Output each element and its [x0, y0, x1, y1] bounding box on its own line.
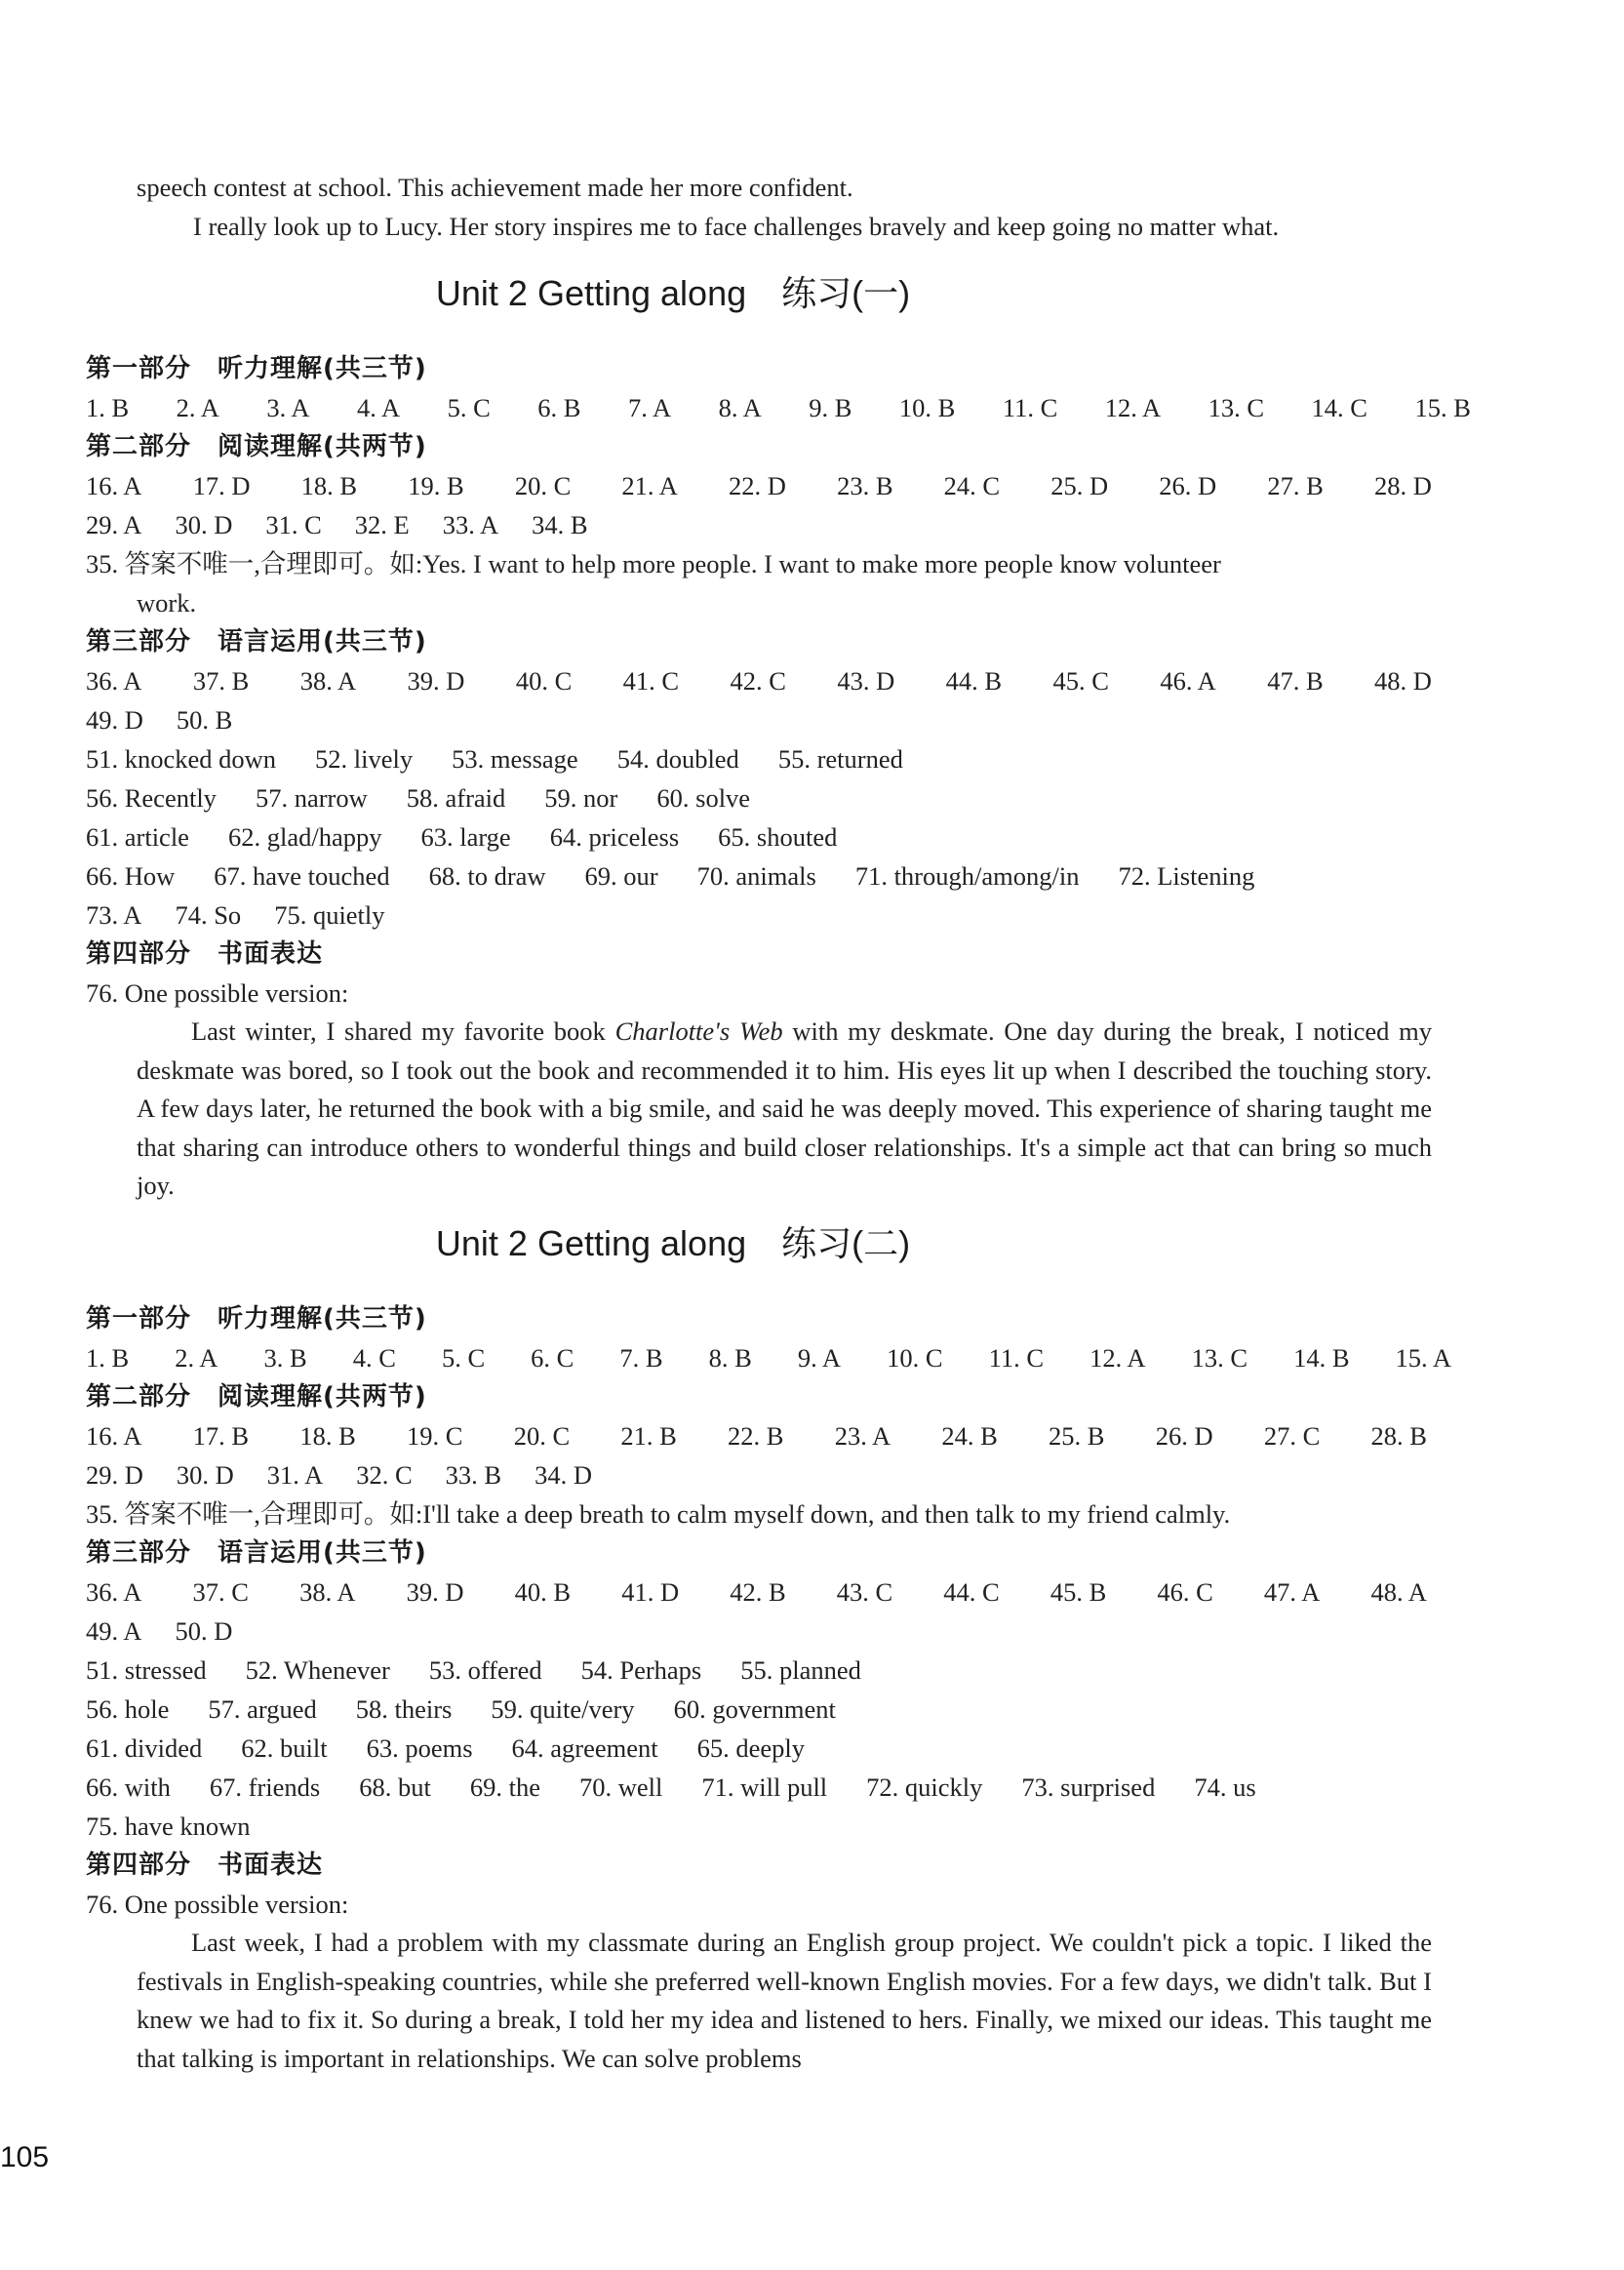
answer: 29. D — [86, 1460, 143, 1490]
answer: 9. B — [809, 393, 852, 422]
unit1-q35-line2: work. — [137, 588, 197, 617]
answer: 30. D — [175, 510, 233, 539]
answer: 51. stressed — [86, 1655, 207, 1685]
unit1-part4-title: 第四部分 书面表达 — [86, 939, 324, 969]
answer: 26. D — [1159, 471, 1217, 500]
answer: 1. B — [86, 1343, 130, 1373]
answer: 66. How — [86, 861, 176, 891]
answer: 56. Recently — [86, 783, 217, 813]
answer: 33. B — [445, 1460, 502, 1490]
answer: 6. B — [537, 393, 581, 422]
answer: 55. planned — [740, 1655, 861, 1685]
answer: 14. B — [1293, 1343, 1350, 1373]
answer: 54. Perhaps — [580, 1655, 702, 1685]
answer: 31. A — [266, 1460, 324, 1490]
answer: 15. A — [1395, 1343, 1451, 1373]
answer: 23. B — [837, 471, 893, 500]
answer: 12. A — [1104, 393, 1162, 422]
answer: 64. agreement — [511, 1733, 658, 1763]
answer: 68. but — [359, 1772, 431, 1802]
unit2-part1-title: 第一部分 听力理解(共三节) — [86, 1304, 427, 1334]
answer: 7. B — [619, 1343, 663, 1373]
answer: 68. to draw — [428, 861, 546, 891]
answer: 16. A — [86, 1421, 142, 1451]
answer: 48. A — [1370, 1577, 1427, 1607]
answer: 32. C — [356, 1460, 413, 1490]
answer: 26. D — [1155, 1421, 1213, 1451]
answer: 42. B — [730, 1577, 786, 1607]
unit1-q76-label: 76. One possible version: — [86, 978, 349, 1008]
unit2-part3-title: 第三部分 语言运用(共三节) — [86, 1538, 427, 1568]
answer: 57. narrow — [255, 783, 368, 813]
answer: 10. C — [887, 1343, 943, 1373]
answer: 14. C — [1311, 393, 1367, 422]
answer: 13. C — [1208, 393, 1265, 422]
unit2-part3-row5 — [86, 1729, 1471, 1768]
answer: 36. A — [86, 1577, 142, 1607]
answer: 65. deeply — [696, 1733, 806, 1763]
answer: 62. glad/happy — [227, 822, 382, 852]
answer: 73. A — [86, 900, 142, 930]
answer: 27. C — [1263, 1421, 1321, 1451]
answer: 5. C — [447, 393, 491, 422]
answer: 60. solve — [656, 783, 751, 813]
unit1-part2-row1 — [86, 466, 1432, 505]
answer: 39. D — [406, 1577, 464, 1607]
answer: 75. quietly — [274, 900, 385, 930]
answer: 44. B — [945, 666, 1003, 696]
answer: 25. D — [1050, 471, 1109, 500]
answer: 39. D — [407, 666, 465, 696]
answer: 73. surprised — [1021, 1772, 1156, 1802]
answer: 45. B — [1050, 1577, 1107, 1607]
answer: 21. B — [620, 1421, 677, 1451]
answer: 18. B — [299, 1421, 356, 1451]
answer: 52. Whenever — [245, 1655, 390, 1685]
answer: 1. B — [86, 393, 130, 422]
answer: 31. C — [265, 510, 322, 539]
answer: 9. A — [797, 1343, 842, 1373]
unit2-q76-label: 76. One possible version: — [86, 1890, 349, 1919]
answer: 3. B — [263, 1343, 307, 1373]
answer: 41. D — [621, 1577, 680, 1607]
answer: 24. B — [941, 1421, 998, 1451]
answer: 48. D — [1374, 666, 1432, 696]
answer: 62. built — [241, 1733, 328, 1763]
answer: 54. doubled — [616, 744, 739, 774]
unit2-essay: Last week, I had a problem with my classmate during an English group project. We couldn't pick a topic. I liked the festivals in English-speaking countries, while she preferred well-known English movies. For a few days, we didn't talk. But I knew we had to fix it. So during a break, I told her my idea and listened to hers. Finally, we mixed our ideas. This taught me that talking is important in relationships. We can solve problems — [137, 1928, 1432, 2073]
unit1-part1-title: 第一部分 听力理解(共三节) — [86, 354, 427, 383]
answer: 22. B — [728, 1421, 784, 1451]
answer: 74. us — [1194, 1772, 1256, 1802]
answer: 75. have known — [86, 1812, 251, 1841]
answer: 60. government — [673, 1694, 836, 1724]
answer: 8. A — [718, 393, 762, 422]
essay-text-end: with my deskmate. One day during the break, I noticed my deskmate was bored, so I took out the book and recommended it to him. His eyes lit up when I described the touching story. A few days later, he returned the book with a big smile, and said he was deeply moved. This experience of sharing taught me that sharing can introduce others to wonderful things and build closer relationships. It's a simple act that can bring so much joy. — [137, 1016, 1432, 1200]
answer: 72. Listening — [1118, 861, 1255, 891]
unit1-part1-answers — [86, 388, 1471, 427]
answer: 59. quite/very — [491, 1694, 635, 1724]
answer: 51. knocked down — [86, 744, 277, 774]
answer: 70. well — [578, 1772, 663, 1802]
answer: 47. B — [1267, 666, 1324, 696]
unit2-part3-row7 — [86, 1807, 1471, 1846]
answer: 16. A — [86, 471, 142, 500]
answer: 17. D — [192, 471, 251, 500]
unit1-part3-row2 — [86, 700, 1471, 739]
answer: 38. A — [299, 1577, 356, 1607]
unit1-part3-row7 — [86, 896, 1471, 935]
answer: 53. offered — [428, 1655, 542, 1685]
answer: 72. quickly — [866, 1772, 983, 1802]
unit1-part3-row6 — [86, 856, 1471, 896]
answer: 2. A — [176, 393, 219, 422]
answer: 23. A — [834, 1421, 891, 1451]
unit2-part2-title: 第二部分 阅读理解(共两节) — [86, 1382, 427, 1412]
answer: 19. B — [408, 471, 464, 500]
unit2-part4-title: 第四部分 书面表达 — [86, 1851, 324, 1880]
book-title: Charlotte's Web — [614, 1016, 783, 1046]
answer: 71. through/among/in — [854, 861, 1080, 891]
intro-line-2: I really look up to Lucy. Her story inspires me to face challenges bravely and keep going no matter what. — [193, 212, 1280, 241]
answer: 41. C — [622, 666, 680, 696]
answer: 3. A — [266, 393, 310, 422]
unit2-part1-answers — [86, 1338, 1451, 1377]
answer: 2. A — [175, 1343, 218, 1373]
answer: 37. B — [192, 666, 250, 696]
answer: 47. A — [1263, 1577, 1321, 1607]
answer: 52. lively — [315, 744, 414, 774]
answer: 70. animals — [696, 861, 816, 891]
answer: 18. B — [300, 471, 358, 500]
unit1-q35-line1: 35. 答案不唯一,合理即可。如:Yes. I want to help more people. I want to make more people know volunteer — [86, 549, 1221, 578]
answer: 27. B — [1267, 471, 1324, 500]
answer: 66. with — [86, 1772, 171, 1802]
answer: 65. shouted — [718, 822, 838, 852]
answer: 7. A — [627, 393, 672, 422]
answer: 63. poems — [366, 1733, 473, 1763]
answer: 69. our — [584, 861, 658, 891]
answer: 13. C — [1191, 1343, 1248, 1373]
answer: 10. B — [898, 393, 956, 422]
answer: 58. afraid — [406, 783, 506, 813]
unit1-part3-row5 — [86, 817, 1471, 856]
answer: 29. A — [86, 510, 142, 539]
answer: 36. A — [86, 666, 142, 696]
answer: 40. C — [515, 666, 573, 696]
answer: 32. E — [354, 510, 410, 539]
answer: 6. C — [531, 1343, 574, 1373]
unit1-essay — [137, 1013, 1432, 1206]
answer: 58. theirs — [355, 1694, 453, 1724]
answer: 20. C — [513, 1421, 571, 1451]
answer: 24. C — [943, 471, 1001, 500]
answer: 74. So — [175, 900, 242, 930]
answer: 11. C — [1002, 393, 1058, 422]
answer: 69. the — [469, 1772, 540, 1802]
page-number: 105 — [0, 2141, 50, 2173]
answer: 17. B — [192, 1421, 250, 1451]
essay-text-start: Last winter, I shared my favorite book — [191, 1016, 615, 1046]
answer: 28. B — [1370, 1421, 1427, 1451]
answer: 5. C — [441, 1343, 486, 1373]
answer: 42. C — [730, 666, 786, 696]
answer: 22. D — [729, 471, 786, 500]
answer: 34. D — [535, 1460, 592, 1490]
answer: 61. article — [86, 822, 189, 852]
answer: 21. A — [621, 471, 678, 500]
answer: 49. A — [86, 1616, 142, 1646]
unit2-part3-row1 — [86, 1573, 1427, 1612]
unit2-part3-row3 — [86, 1651, 1471, 1690]
answer: 63. large — [420, 822, 511, 852]
answer: 67. have touched — [214, 861, 390, 891]
unit2-title: Unit 2 Getting along 练习(二) — [435, 1223, 911, 1263]
intro-line-1: speech contest at school. This achievement made her more confident. — [137, 173, 853, 202]
answer: 15. B — [1414, 393, 1471, 422]
answer: 4. C — [352, 1343, 396, 1373]
answer: 71. will pull — [701, 1772, 828, 1802]
unit2-part3-row6 — [86, 1768, 1471, 1807]
unit1-title: Unit 2 Getting along 练习(一) — [435, 273, 911, 313]
unit2-part3-row2 — [86, 1612, 1471, 1651]
unit1-part3-row4 — [86, 778, 1471, 817]
answer: 43. D — [837, 666, 895, 696]
answer: 8. B — [708, 1343, 752, 1373]
unit1-part3-title: 第三部分 语言运用(共三节) — [86, 627, 427, 657]
unit2-part3-row4 — [86, 1690, 1471, 1729]
answer: 34. B — [532, 510, 588, 539]
answer: 49. D — [86, 705, 143, 735]
answer: 40. B — [514, 1577, 572, 1607]
answer: 38. A — [299, 666, 357, 696]
answer: 45. C — [1052, 666, 1109, 696]
unit2-part2-row2 — [86, 1455, 1471, 1494]
answer: 56. hole — [86, 1694, 170, 1724]
answer: 20. C — [514, 471, 572, 500]
unit1-part2-title: 第二部分 阅读理解(共两节) — [86, 432, 427, 461]
answer: 61. divided — [86, 1733, 203, 1763]
answer: 44. C — [943, 1577, 1000, 1607]
answer: 67. friends — [209, 1772, 321, 1802]
answer: 43. C — [836, 1577, 893, 1607]
answer: 28. D — [1373, 471, 1432, 500]
unit2-q35-line1: 35. 答案不唯一,合理即可。如:I'll take a deep breath to calm myself down, and then talk to my friend calmly. — [86, 1499, 1231, 1529]
answer: 50. D — [175, 1616, 233, 1646]
answer: 59. nor — [544, 783, 618, 813]
answer: 33. A — [442, 510, 499, 539]
answer: 50. B — [176, 705, 233, 735]
unit1-part3-row3 — [86, 739, 1471, 778]
answer: 46. C — [1157, 1577, 1213, 1607]
answer: 4. A — [356, 393, 401, 422]
unit1-part3-row1 — [86, 661, 1432, 700]
answer: 53. message — [452, 744, 578, 774]
answer: 57. argued — [208, 1694, 317, 1724]
answer: 37. C — [192, 1577, 249, 1607]
answer: 11. C — [988, 1343, 1045, 1373]
answer: 46. A — [1160, 666, 1216, 696]
unit1-part2-row2 — [86, 505, 1471, 544]
answer: 19. C — [407, 1421, 463, 1451]
answer: 64. priceless — [549, 822, 680, 852]
answer: 55. returned — [777, 744, 903, 774]
unit2-part2-row1 — [86, 1416, 1427, 1455]
answer: 25. B — [1049, 1421, 1105, 1451]
answer: 30. D — [176, 1460, 234, 1490]
answer: 12. A — [1089, 1343, 1146, 1373]
